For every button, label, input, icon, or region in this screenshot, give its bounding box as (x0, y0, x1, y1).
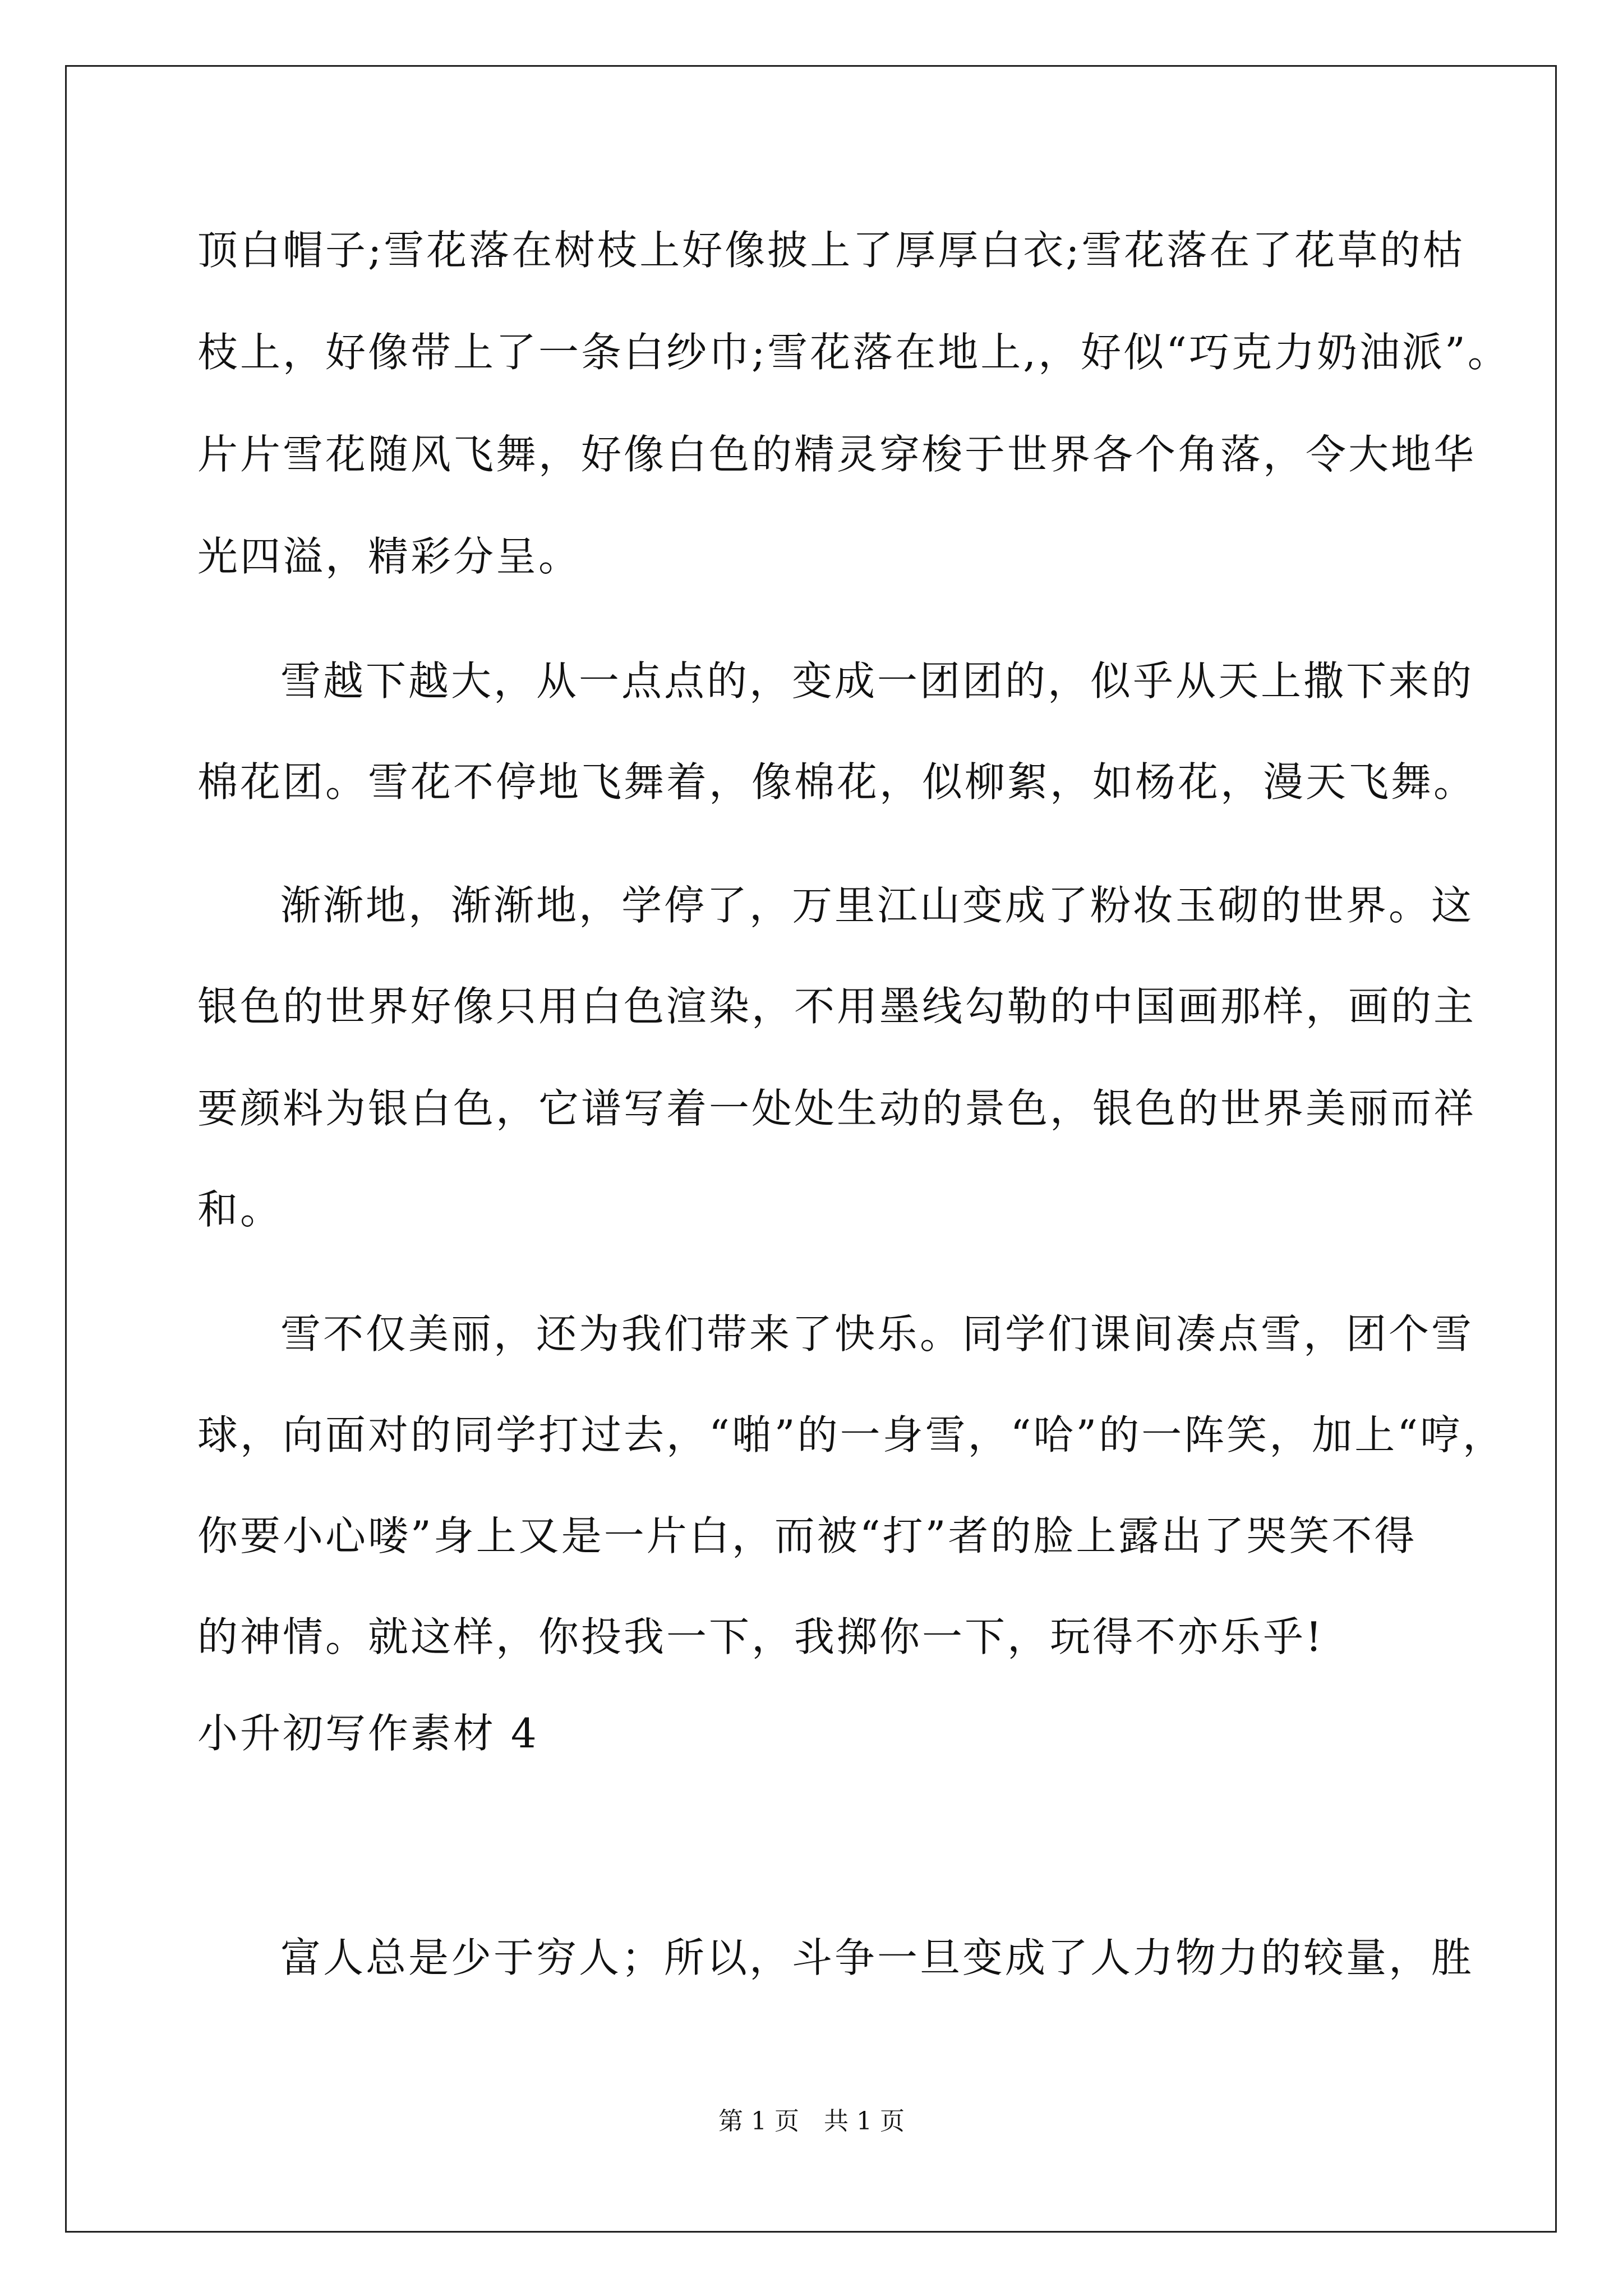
text-line: 棉花团。雪花不停地飞舞着，像棉花，似柳絮，如杨花，漫天飞舞。 (197, 758, 1477, 806)
text-line: 富人总是少于穷人；所以，斗争一旦变成了人力物力的较量，胜 (280, 1934, 1474, 1981)
text-line: 渐渐地，渐渐地，学停了，万里江山变成了粉妆玉砌的世界。这 (280, 882, 1474, 929)
page-border (65, 65, 1557, 2233)
section-heading: 小升初写作素材 4 (197, 1710, 539, 1757)
text-line: 银色的世界好像只用白色渲染，不用墨线勾勒的中国画那样，画的主 (197, 983, 1477, 1030)
text-line: 光四溢，精彩分呈。 (197, 533, 582, 580)
text-line: 和。 (197, 1186, 283, 1233)
text-line: 雪不仅美丽，还为我们带来了快乐。同学们课间凑点雪，团个雪 (280, 1310, 1474, 1358)
text-line: 顶白帽子;雪花落在树枝上好像披上了厚厚白衣;雪花落在了花草的枯 (197, 227, 1465, 274)
text-line: 枝上，好像带上了一条白纱巾;雪花落在地上,，好似“巧克力奶油派”。 (197, 329, 1510, 376)
text-line: 的神情。就这样，你投我一下，我掷你一下，玩得不亦乐乎! (197, 1613, 1324, 1660)
text-line: 你要小心喽”身上又是一片白，而被“打”者的脸上露出了哭笑不得 (197, 1512, 1417, 1559)
page-footer: 第 1 页 共 1 页 (718, 2107, 905, 2136)
text-line: 雪越下越大，从一点点的，变成一团团的，似乎从天上撒下来的 (280, 657, 1474, 705)
text-line: 要颜料为银白色，它谱写着一处处生动的景色，银色的世界美丽而祥 (197, 1085, 1477, 1132)
text-line: 球，向面对的同学打过去，“啪”的一身雪，“哈”的一阵笑，加上“哼， (197, 1411, 1506, 1458)
text-line: 片片雪花随风飞舞，好像白色的精灵穿梭于世界各个角落，令大地华 (197, 431, 1477, 478)
